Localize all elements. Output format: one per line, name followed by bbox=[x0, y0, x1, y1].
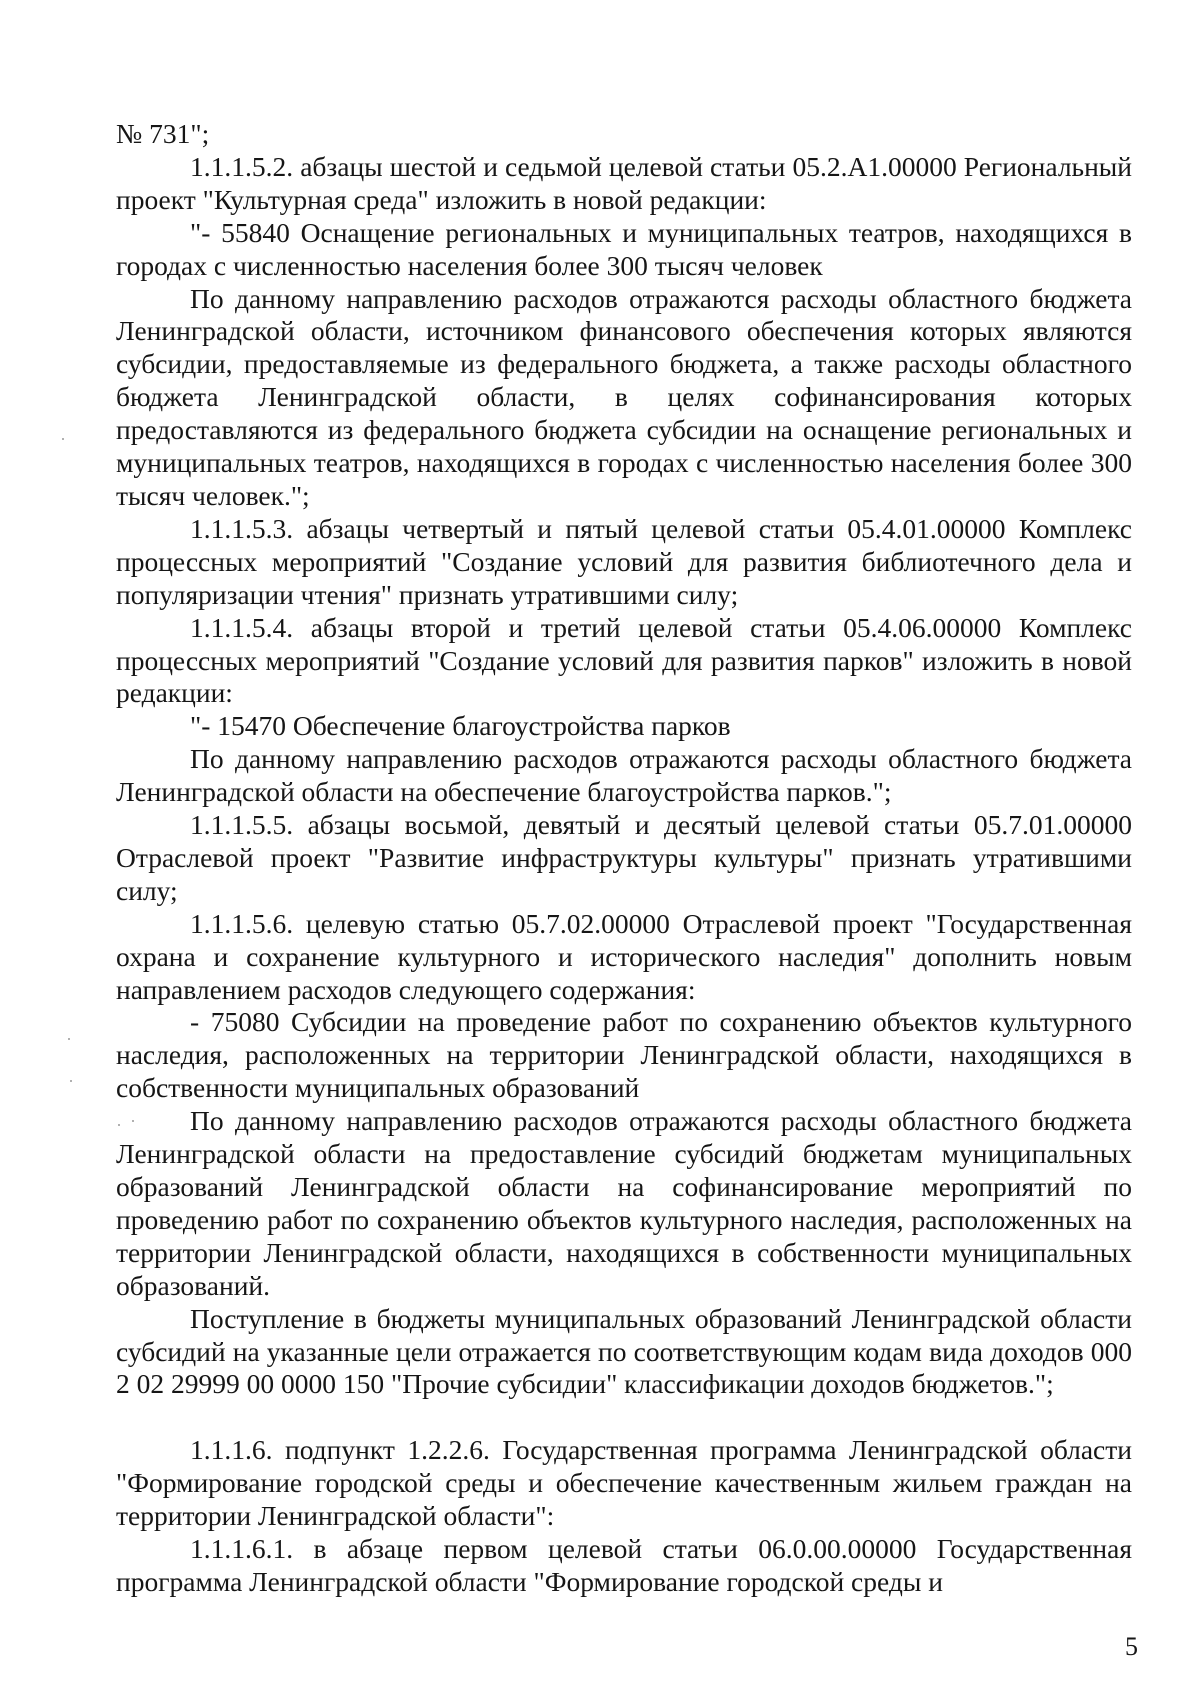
paragraph-expense-75080: - 75080 Субсидии на проведение работ по сохранению объектов культурного наследия, расположенных на территории Ленинградской области, находящихся в собственности муниципальных образований bbox=[116, 1006, 1132, 1104]
paragraph-expense-55840: "- 55840 Оснащение региональных и муниципальных театров, находящихся в городах с численностью населения более 300 тысяч человек bbox=[116, 216, 1132, 281]
paragraph-1-1-1-6: 1.1.1.6. подпункт 1.2.2.6. Государственная программа Ленинградской области "Формирование городской среды и обеспечение качественным жильем граждан на территории Ленинградской области": bbox=[116, 1434, 1132, 1532]
paragraph-1-1-1-5-6: 1.1.1.5.6. целевую статью 05.7.02.00000 Отраслевой проект "Государственная охрана и сохранение культурного и исторического наследия" дополнить новым направлением расходов следующего содержания: bbox=[116, 907, 1132, 1005]
paragraph-continuation: № 731"; bbox=[116, 118, 210, 149]
paragraph-1-1-1-5-4: 1.1.1.5.4. абзацы второй и третий целевой статьи 05.4.06.00000 Комплекс процессных мероприятий "Создание условий для развития парков" изложить в новой редакции: bbox=[116, 611, 1132, 709]
scan-speck bbox=[132, 1120, 134, 1122]
scan-speck bbox=[62, 438, 64, 440]
paragraph-expense-15470-description: По данному направлению расходов отражаются расходы областного бюджета Ленинградской области на обеспечение благоустройства парков."; bbox=[116, 743, 1132, 808]
paragraph-subsidy-revenue-codes: Поступление в бюджеты муниципальных образований Ленинградской области субсидий на указанные цели отражается по соответствующим кодам вида доходов 000 2 02 29999 00 0000 150 "Прочие субсидии" классификации доходов бюджетов."; bbox=[116, 1302, 1132, 1400]
scan-speck bbox=[68, 1038, 70, 1040]
scan-speck bbox=[118, 1124, 120, 1126]
scan-speck bbox=[70, 1080, 72, 1082]
paragraph-1-1-1-5-5: 1.1.1.5.5. абзацы восьмой, девятый и десятый целевой статьи 05.7.01.00000 Отраслевой проект "Развитие инфраструктуры культуры" признать утратившими силу; bbox=[116, 809, 1132, 906]
paragraph-expense-55840-description: По данному направлению расходов отражаются расходы областного бюджета Ленинградской области, источником финансового обеспечения которых являются субсидии, предоставляемые из федерального бюджета, а также расходы областного бюджета Ленинградской области, в целях софинансирования которых предоставляются из федерального бюджета субсидии на оснащение региональных и муниципальных театров, находящихся в городах с численностью населения более 300 тысяч человек."; bbox=[116, 282, 1132, 511]
paragraph-expense-75080-description: По данному направлению расходов отражаются расходы областного бюджета Ленинградской области на предоставление субсидий бюджетам муниципальных образований Ленинградской области на софинансирование мероприятий по проведению работ по сохранению объектов культурного наследия, расположенных на территории Ленинградской области, находящихся в собственности муниципальных образований. bbox=[116, 1105, 1132, 1301]
paragraph-1-1-1-6-1: 1.1.1.6.1. в абзаце первом целевой статьи 06.0.00.00000 Государственная программа Ленинградской области "Формирование городской среды и bbox=[116, 1533, 1132, 1597]
paragraph-1-1-1-5-3: 1.1.1.5.3. абзацы четвертый и пятый целевой статьи 05.4.01.00000 Комплекс процессных мероприятий "Создание условий для развития библиотечного дела и популяризации чтения" признать утратившими силу; bbox=[116, 512, 1132, 610]
page-number: 5 bbox=[1125, 1632, 1138, 1661]
paragraph-expense-15470: "- 15470 Обеспечение благоустройства парков bbox=[190, 710, 731, 742]
document-body bbox=[116, 118, 1132, 1599]
paragraph-1-1-1-5-2: 1.1.1.5.2. абзацы шестой и седьмой целевой статьи 05.2.А1.00000 Региональный проект "Культурная среда" изложить в новой редакции: bbox=[116, 150, 1132, 215]
